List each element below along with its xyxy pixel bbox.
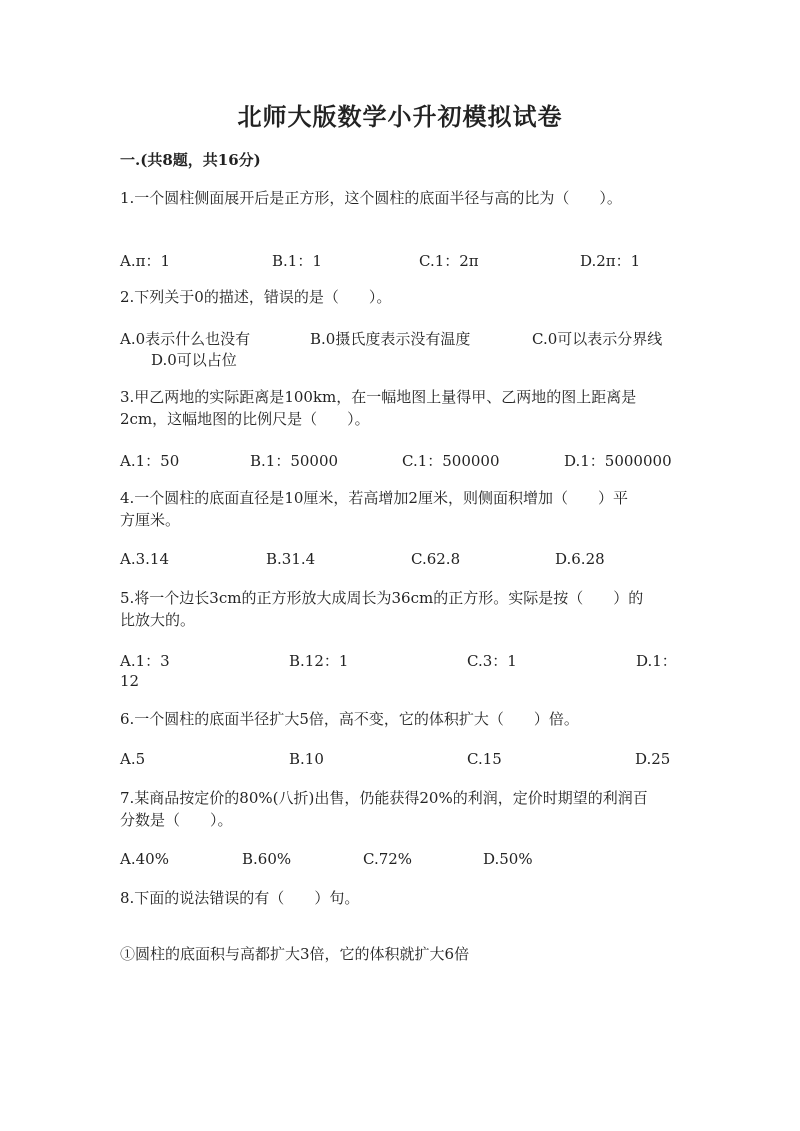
question-3-text-line-1: 3.甲乙两地的实际距离是100km，在一幅地图上量得甲、乙两地的图上距离是 — [120, 388, 637, 406]
question-5-option-a: A.1：3 — [120, 652, 170, 670]
question-1-option-c: C.1：2π — [419, 252, 479, 270]
question-5-option-c: C.3：1 — [467, 652, 517, 670]
question-1-text: 1.一个圆柱侧面展开后是正方形，这个圆柱的底面半径与高的比为（ ）。 — [120, 189, 622, 207]
question-1-option-a: A.π：1 — [120, 252, 171, 270]
question-3-option-b: B.1：50000 — [250, 452, 339, 470]
question-3-text-line-2: 2cm，这幅地图的比例尺是（ ）。 — [120, 410, 370, 428]
section-header: 一.(共8题，共16分) — [120, 151, 261, 169]
question-6-option-d: D.25 — [635, 750, 671, 768]
question-6-option-c: C.15 — [467, 750, 502, 768]
question-5-option-b: B.12：1 — [289, 652, 349, 670]
page-title: 北师大版数学小升初模拟试卷 — [237, 102, 563, 131]
question-2-option-d: D.0可以占位 — [151, 351, 237, 369]
question-3-option-d: D.1：5000000 — [564, 452, 672, 470]
question-4-option-a: A.3.14 — [120, 550, 169, 568]
question-8-statement-1: ①圆柱的底面积与高都扩大3倍，它的体积就扩大6倍 — [120, 945, 470, 963]
question-7-option-c: C.72% — [363, 850, 413, 868]
question-3-option-a: A.1：50 — [120, 452, 180, 470]
question-5-text-line-1: 5.将一个边长3cm的正方形放大成周长为36cm的正方形。实际是按（ ）的 — [120, 589, 644, 607]
question-6-option-a: A.5 — [120, 750, 146, 768]
question-4-option-d: D.6.28 — [555, 550, 605, 568]
question-4-text-line-2: 方厘米。 — [120, 511, 181, 529]
question-5-option-d: D.1： — [636, 652, 677, 670]
question-2-text: 2.下列关于0的描述，错误的是（ ）。 — [120, 288, 392, 306]
question-5-text-line-2: 比放大的。 — [120, 611, 196, 629]
question-7-option-a: A.40% — [120, 850, 169, 868]
question-4-option-b: B.31.4 — [266, 550, 316, 568]
question-1-option-d: D.2π：1 — [580, 252, 641, 270]
question-2-option-b: B.0摄氏度表示没有温度 — [310, 330, 471, 348]
question-7-text-line-2: 分数是（ ）。 — [120, 811, 233, 829]
question-2-option-a: A.0表示什么也没有 — [120, 330, 251, 348]
question-4-text-line-1: 4.一个圆柱的底面直径是10厘米，若高增加2厘米，则侧面积增加（ ）平 — [120, 489, 628, 507]
question-5-option-d-continued: 12 — [120, 672, 140, 690]
question-2-option-c: C.0可以表示分界线 — [532, 330, 663, 348]
question-4-option-c: C.62.8 — [411, 550, 461, 568]
question-7-option-b: B.60% — [242, 850, 292, 868]
question-6-text: 6.一个圆柱的底面半径扩大5倍，高不变，它的体积扩大（ ）倍。 — [120, 710, 579, 728]
question-8-text: 8.下面的说法错误的有（ ）句。 — [120, 889, 360, 907]
question-1-option-b: B.1：1 — [272, 252, 322, 270]
question-3-option-c: C.1：500000 — [402, 452, 500, 470]
question-7-text-line-1: 7.某商品按定价的80%(八折)出售，仍能获得20%的利润，定价时期望的利润百 — [120, 789, 648, 807]
question-6-option-b: B.10 — [289, 750, 324, 768]
question-7-option-d: D.50% — [483, 850, 533, 868]
